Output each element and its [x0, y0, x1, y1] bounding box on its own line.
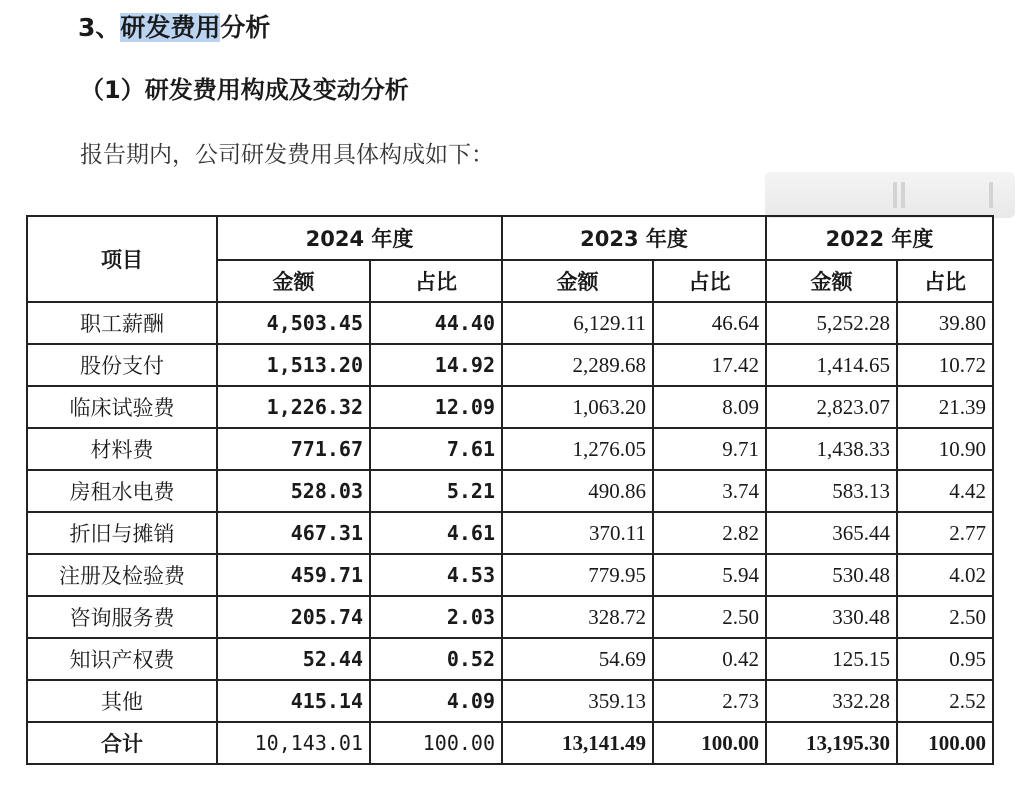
table-row — [27, 680, 993, 722]
ratio-cell: 12.09 — [370, 386, 502, 428]
ratio-cell: 7.61 — [370, 428, 502, 470]
ratio-cell: 0.95 — [897, 638, 993, 680]
header-ratio: 占比 — [653, 260, 766, 302]
amount-cell: 370.11 — [502, 512, 653, 554]
table-row — [27, 428, 993, 470]
ratio-cell: 2.50 — [897, 596, 993, 638]
amount-cell: 2,289.68 — [502, 344, 653, 386]
table-row — [27, 554, 993, 596]
ratio-cell: 0.42 — [653, 638, 766, 680]
ratio-cell: 2.50 — [653, 596, 766, 638]
ratio-cell: 39.80 — [897, 302, 993, 344]
ratio-cell: 2.03 — [370, 596, 502, 638]
heading-suffix: 分析 — [220, 13, 271, 42]
heading-prefix: 3、 — [78, 13, 121, 42]
ratio-cell: 4.09 — [370, 680, 502, 722]
row-item-label: 材料费 — [27, 428, 217, 470]
row-item-label: 注册及检验费 — [27, 554, 217, 596]
header-amount: 金额 — [502, 260, 653, 302]
amount-cell: 330.48 — [766, 596, 897, 638]
amount-cell: 2,823.07 — [766, 386, 897, 428]
floating-toolbar — [765, 172, 1015, 218]
toolbar-handle-icon — [989, 182, 993, 208]
row-item-label: 其他 — [27, 680, 217, 722]
ratio-cell: 100.00 — [370, 722, 502, 764]
amount-cell: 125.15 — [766, 638, 897, 680]
amount-cell: 4,503.45 — [217, 302, 370, 344]
amount-cell: 530.48 — [766, 554, 897, 596]
amount-cell: 1,063.20 — [502, 386, 653, 428]
ratio-cell: 2.77 — [897, 512, 993, 554]
header-ratio: 占比 — [897, 260, 993, 302]
ratio-cell: 46.64 — [653, 302, 766, 344]
ratio-cell: 5.21 — [370, 470, 502, 512]
table-row — [27, 344, 993, 386]
amount-cell: 415.14 — [217, 680, 370, 722]
row-item-label: 临床试验费 — [27, 386, 217, 428]
rd-expense-table — [26, 215, 994, 765]
ratio-cell: 10.72 — [897, 344, 993, 386]
amount-cell: 583.13 — [766, 470, 897, 512]
section-heading — [78, 10, 270, 46]
ratio-cell: 100.00 — [897, 722, 993, 764]
amount-cell: 467.31 — [217, 512, 370, 554]
amount-cell: 1,438.33 — [766, 428, 897, 470]
amount-cell: 205.74 — [217, 596, 370, 638]
amount-cell: 771.67 — [217, 428, 370, 470]
amount-cell: 1,414.65 — [766, 344, 897, 386]
ratio-cell: 21.39 — [897, 386, 993, 428]
amount-cell: 13,195.30 — [766, 722, 897, 764]
ratio-cell: 44.40 — [370, 302, 502, 344]
amount-cell: 52.44 — [217, 638, 370, 680]
toolbar-handle-icon — [901, 182, 905, 208]
header-amount: 金额 — [766, 260, 897, 302]
ratio-cell: 2.52 — [897, 680, 993, 722]
row-item-label: 股份支付 — [27, 344, 217, 386]
table-row — [27, 512, 993, 554]
ratio-cell: 2.73 — [653, 680, 766, 722]
table-row — [27, 386, 993, 428]
ratio-cell: 4.61 — [370, 512, 502, 554]
amount-cell: 332.28 — [766, 680, 897, 722]
ratio-cell: 0.52 — [370, 638, 502, 680]
amount-cell: 328.72 — [502, 596, 653, 638]
amount-cell: 5,252.28 — [766, 302, 897, 344]
amount-cell: 10,143.01 — [217, 722, 370, 764]
ratio-cell: 4.42 — [897, 470, 993, 512]
ratio-cell: 2.82 — [653, 512, 766, 554]
row-item-label: 职工薪酬 — [27, 302, 217, 344]
header-ratio: 占比 — [370, 260, 502, 302]
ratio-cell: 14.92 — [370, 344, 502, 386]
ratio-cell: 100.00 — [653, 722, 766, 764]
toolbar-handle-icon — [893, 182, 897, 208]
amount-cell: 779.95 — [502, 554, 653, 596]
amount-cell: 359.13 — [502, 680, 653, 722]
heading-highlight[interactable]: 研发费用 — [120, 13, 221, 42]
ratio-cell: 17.42 — [653, 344, 766, 386]
ratio-cell: 4.53 — [370, 554, 502, 596]
row-item-label: 房租水电费 — [27, 470, 217, 512]
row-item-label: 折旧与摊销 — [27, 512, 217, 554]
ratio-cell: 5.94 — [653, 554, 766, 596]
total-row — [27, 722, 993, 764]
amount-cell: 54.69 — [502, 638, 653, 680]
header-year: 2024 年度 — [217, 216, 502, 260]
table-row — [27, 302, 993, 344]
header-year: 2022 年度 — [766, 216, 993, 260]
row-item-label: 合计 — [27, 722, 217, 764]
amount-cell: 365.44 — [766, 512, 897, 554]
ratio-cell: 10.90 — [897, 428, 993, 470]
header-item: 项目 — [27, 216, 217, 302]
ratio-cell: 4.02 — [897, 554, 993, 596]
amount-cell: 13,141.49 — [502, 722, 653, 764]
row-item-label: 知识产权费 — [27, 638, 217, 680]
amount-cell: 6,129.11 — [502, 302, 653, 344]
header-year: 2023 年度 — [502, 216, 766, 260]
header-amount: 金额 — [217, 260, 370, 302]
amount-cell: 528.03 — [217, 470, 370, 512]
intro-paragraph: 报告期内，公司研发费用具体构成如下： — [80, 142, 494, 168]
ratio-cell: 8.09 — [653, 386, 766, 428]
amount-cell: 490.86 — [502, 470, 653, 512]
ratio-cell: 9.71 — [653, 428, 766, 470]
amount-cell: 1,226.32 — [217, 386, 370, 428]
row-item-label: 咨询服务费 — [27, 596, 217, 638]
amount-cell: 459.71 — [217, 554, 370, 596]
table-row — [27, 638, 993, 680]
amount-cell: 1,276.05 — [502, 428, 653, 470]
table-row — [27, 470, 993, 512]
amount-cell: 1,513.20 — [217, 344, 370, 386]
subheading: （1）研发费用构成及变动分析 — [80, 76, 409, 104]
table-row — [27, 596, 993, 638]
ratio-cell: 3.74 — [653, 470, 766, 512]
